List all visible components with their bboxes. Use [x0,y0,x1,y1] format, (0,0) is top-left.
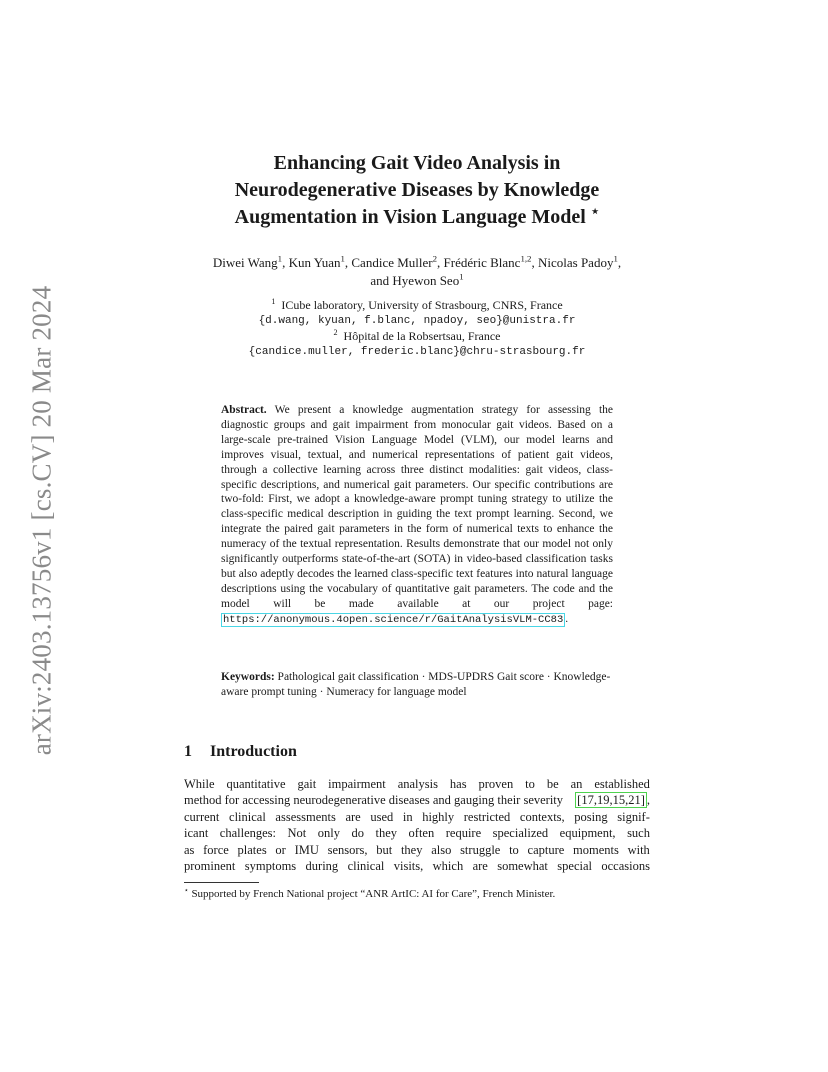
affiliation-1: ICube laboratory, University of Strasbourg, CNRS, France [281,298,563,312]
word: but [376,842,393,857]
word: force [203,842,229,857]
word: visits, [393,859,424,874]
word: do [351,826,365,841]
section-title: Introduction [210,743,297,760]
word: signif- [617,809,650,824]
footnote [184,885,556,901]
word: require [445,826,482,841]
section-heading [184,743,297,761]
paper-title [184,150,650,231]
word: restricted [463,809,511,824]
word: with [627,842,650,857]
author: Frédéric Blanc [443,255,521,270]
title-line-3: Augmentation in Vision Language Model ⋆ [234,203,600,228]
word: sensors, [327,842,368,857]
word: Not [287,826,307,841]
word: While [184,777,215,791]
word: prominent [184,859,236,874]
section-number: 1 [184,743,192,760]
footnote-rule [184,882,259,883]
citation-link[interactable]: [17,19,15,21] [577,793,645,808]
word: they [375,826,398,841]
word: has [449,777,467,791]
word: in [402,809,413,824]
text-line [184,858,650,874]
affiliations: $^1$ ICube laboratory, University of Strasbourg, CNRS, France {d.wang, kyuan, f.blanc, npadoy, seo}@unistra.fr $^2$ Hôpital de la Robsertsau, France {candice.muller, frederic.blanc}@chru-strasbourg.fr [184,298,650,360]
author: Candice Muller [351,255,433,270]
author-list: Diwei Wang$^1$, Kun Yuan$^1$, Candice Muller$^2$, Frédéric Blanc$^{1,2}$, Nicolas Padoy$^1$, and Hyewon Seo$^1$ [212,253,622,288]
arxiv-stamp: arXiv:2403.13756v1 [cs.CV] 20 Mar 2024 [26,285,57,755]
word: plates [237,842,267,857]
word: proven [478,777,514,791]
intro-paragraph [184,776,650,874]
word: often [408,826,435,841]
word: such [627,826,650,841]
word: specialized [492,826,549,841]
word: to [525,777,535,791]
word: only [317,826,341,841]
keywords [221,670,613,700]
word: are [345,809,361,824]
keywords-text: Pathological gait classification · MDS-UPDRS Gait score · Knowledge-aware prompt tuning · Numeracy for language model [221,671,611,698]
word: quantitative [226,777,286,791]
word: IMU [294,842,319,857]
word: symptoms [244,859,297,874]
author: Diwei Wang [212,255,278,270]
word: icant [184,826,209,841]
word: used [370,809,394,824]
word: are [472,859,488,874]
title-line-2: Neurodegenerative Diseases by Knowledge [234,179,600,201]
word: current [184,809,220,824]
word: clinical [229,809,266,824]
text-line [184,825,650,841]
affiliation-2-email: {candice.muller, frederic.blanc}@chru-strasbourg.fr [248,345,586,358]
keywords-label: Keywords: [221,671,275,683]
word: be [546,777,559,791]
word: impairment [328,777,386,791]
word: assessments [275,809,336,824]
word: gait [297,777,317,791]
title-star: ⋆ [590,203,600,219]
affiliation-2: Hôpital de la Robsertsau, France [343,329,501,343]
title-line-1: Enhancing Gait Video Analysis in [273,152,561,174]
project-link[interactable]: https://anonymous.4open.science/r/GaitAnalysisVLM-CC83 [223,613,564,626]
word: contexts, [519,809,565,824]
text-line [184,776,650,792]
word: struggle [460,842,501,857]
abstract-label: Abstract. [221,404,267,416]
word: equipment, [559,826,616,841]
author: Nicolas Padoy [537,255,614,270]
word: capture [527,842,565,857]
word: as [184,842,195,857]
author: Kun Yuan [288,255,341,270]
word: they [400,842,423,857]
word: moments [573,842,619,857]
word: to [509,842,519,857]
word: clinical [347,859,385,874]
footnote-text: Supported by French National project “ANR ArtIC: AI for Care”, French Minister. [191,888,556,900]
word: analysis [397,777,438,791]
word: which [432,859,464,874]
word: also [431,842,452,857]
word: challenges: [219,826,277,841]
word: during [305,859,339,874]
word: special [557,859,592,874]
affiliation-1-email: {d.wang, kyuan, f.blanc, npadoy, seo}@unistra.fr [258,314,576,327]
author: Hyewon Seo [392,273,460,288]
word: an [570,777,583,791]
text-line [184,809,650,825]
word: occasions [601,859,650,874]
word: posing [574,809,608,824]
text-line [184,842,650,858]
footnote-mark: ⋆ [184,885,189,895]
word: established [594,777,650,791]
text-line: method for accessing neurodegenerative diseases and gauging their severity [17,19,15,21] , [184,793,650,808]
abstract: Abstract. We present a knowledge augmentation strategy for assessing the diagnostic groups and gait impairment from monocular gait videos. Based on a large-scale pre-trained Vision Language Model (VLM), our model learns and improves visual, textual, and numerical representations of patient gait videos, through a collective learning across three distinct modalities: gait videos, class-specific descriptions, and numerical gait parameters. Our specific contributions are two-fold: First, we adopt a knowledge-aware prompt tuning strategy to utilize the class-specific medical description in guiding the text prompt learning. Second, we integrate the paired gait parameters in the form of numerical texts to enhance the numeracy of the textual representation. Results demonstrate that our model not only significantly outperforms state-of-the-art (SOTA) in video-based classification tasks but also adeptly decodes the learned class-specific text features into natural language descriptions using the vocabulary of quantitative gait parameters. The code and the model will be made available at our project page: https://anonymous.4open.science/r/GaitAnalysisVLM-CC83 . [221,404,614,626]
word: or [275,842,286,857]
abstract-text: We present a knowledge augmentation strategy for assessing the diagnostic groups and gait impairment from monocular gait videos. Based on a large-scale pre-trained Vision Language Model (VLM), our model learns and improves visual, textual, and numerical representations of patient gait videos, through a collective learning across three distinct modalities: gait videos, class-specific descriptions, and numerical gait parameters. Our specific contributions are two-fold: First, we adopt a knowledge-aware prompt tuning strategy to utilize the class-specific medical description in guiding the text prompt learning. Second, we integrate the paired gait parameters in the form of numerical texts to enhance the numeracy of the textual representation. Results demonstrate that our model not only significantly outperforms state-of-the-art (SOTA) in video-based classification tasks but also adeptly decodes the learned class-specific text features into natural language descriptions using the vocabulary of quantitative gait parameters. The code and the model will be made available at our project page: [221,404,614,610]
word: somewhat [497,859,548,874]
word: highly [422,809,455,824]
